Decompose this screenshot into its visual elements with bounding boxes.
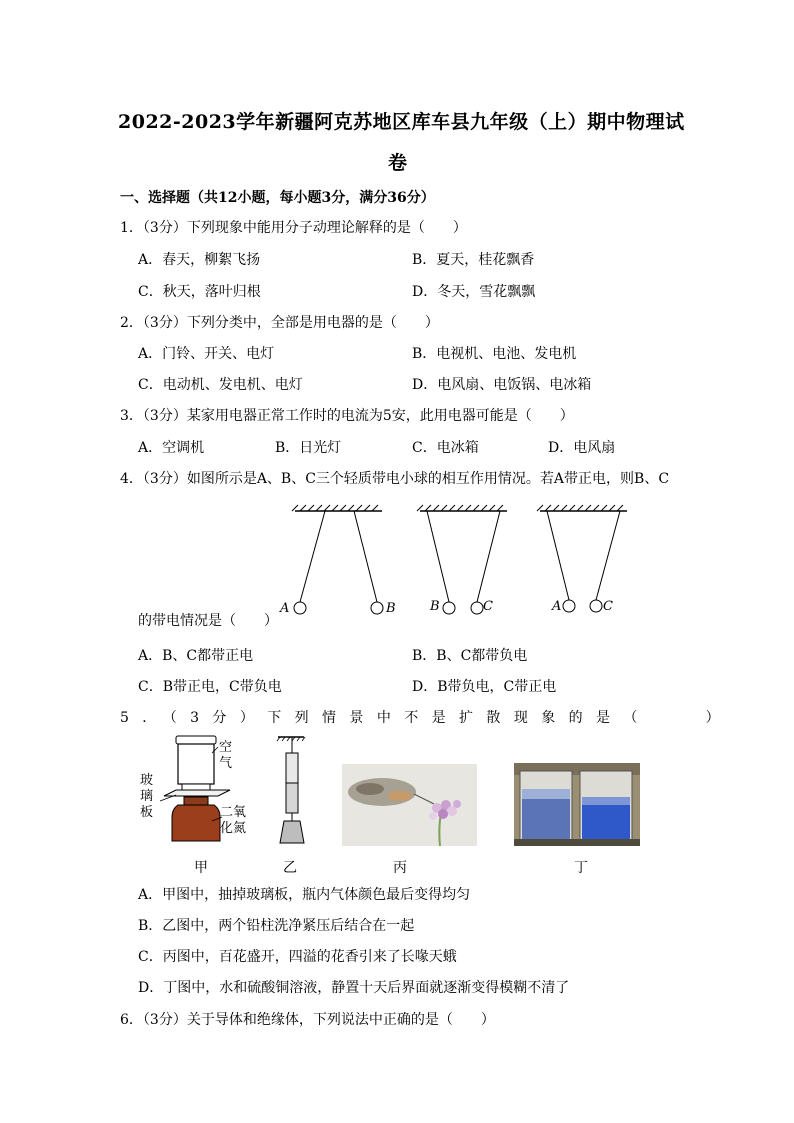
question-4-option-c: C．B带正电，C带负电 [138, 679, 282, 695]
question-3-option-d: D．电风扇 [548, 440, 616, 456]
caption-bing: 丙 [393, 860, 407, 876]
question-2-stem: 2．（3分）下列分类中，全部是用电器的是（ ） [120, 315, 439, 331]
question-2-option-c: C．电动机、发电机、电灯 [138, 377, 303, 393]
question-1-option-a: A．春天，柳絮飞扬 [138, 252, 261, 268]
question-3-option-b: B．日光灯 [275, 440, 342, 456]
ball-pair-a-c [537, 505, 627, 614]
figure-ding-beakers [514, 763, 640, 846]
caption-yi: 乙 [283, 860, 297, 876]
question-2-option-b: B．电视机、电池、发电机 [412, 346, 577, 362]
label-c-2: C [483, 599, 493, 614]
section-heading: 一、选择题（共12小题，每小题3分，满分36分） [120, 190, 435, 206]
question-3-option-c: C．电冰箱 [412, 440, 479, 456]
question-5-option-a: A．甲图中，抽掉玻璃板，瓶内气体颜色最后变得均匀 [138, 887, 471, 903]
question-1-option-c: C．秋天，落叶归根 [138, 284, 261, 300]
question-2-option-a: A．门铃、开关、电灯 [138, 346, 275, 362]
label-air: 空气 [219, 740, 233, 771]
question-5-option-c: C．丙图中，百花盛开，四溢的花香引来了长喙天蛾 [138, 949, 457, 965]
question-2-option-d: D．电风扇、电饭锅、电冰箱 [412, 377, 592, 393]
ball-pair-a-b [279, 505, 396, 616]
label-c-3: C [603, 599, 613, 614]
question-4-option-d: D．B带负电，C带正电 [412, 679, 557, 695]
question-1-stem: 1．（3分）下列现象中能用分子动理论解释的是（ ） [120, 220, 467, 236]
caption-ding: 丁 [574, 860, 588, 876]
question-1-option-b: B．夏天，桂花飘香 [412, 252, 535, 268]
label-nitrogen-dioxide: 二氧化氮 [220, 805, 247, 836]
question-5-stem: 5．（3分）下列情景中不是扩散现象的是（ ） [120, 710, 734, 726]
label-b-2: B [430, 599, 440, 614]
question-4-option-a: A．B、C都带正电 [138, 648, 254, 664]
question-6-stem: 6．（3分）关于导体和绝缘体，下列说法中正确的是（ ） [120, 1012, 495, 1028]
question-4-stem-continued: 的带电情况是（ ） [138, 613, 278, 629]
question-4-option-b: B．B、C都带负电 [412, 648, 528, 664]
question-1-option-d: D．冬天，雪花飘飘 [412, 284, 536, 300]
page-title: 2022-2023学年新疆阿克苏地区库车县九年级（上）期中物理试 [118, 111, 685, 133]
question-5-option-b: B．乙图中，两个铅柱洗净紧压后结合在一起 [138, 918, 415, 934]
figure-bing-moth-flower [342, 764, 477, 846]
label-glass-plate: 玻璃板 [140, 773, 154, 820]
label-a-1: A [280, 601, 290, 616]
label-a-3: A [552, 599, 562, 614]
caption-jia: 甲 [194, 860, 208, 876]
label-b-1: B [386, 601, 396, 616]
charged-balls-figure [270, 502, 640, 620]
question-4-stem: 4．（3分）如图所示是A、B、C三个轻质带电小球的相互作用情况。若A带正电，则B、C [120, 471, 670, 487]
page-title-continued: 卷 [388, 152, 408, 174]
question-3-stem: 3．（3分）某家用电器正常工作时的电流为5安，此用电器可能是（ ） [120, 408, 574, 424]
figure-yi-lead-cylinders [272, 733, 312, 845]
question-5-option-d: D．丁图中，水和硫酸铜溶液，静置十天后界面就逐渐变得模糊不清了 [138, 980, 570, 996]
ball-pair-b-c [417, 505, 507, 614]
question-3-option-a: A．空调机 [138, 440, 205, 456]
